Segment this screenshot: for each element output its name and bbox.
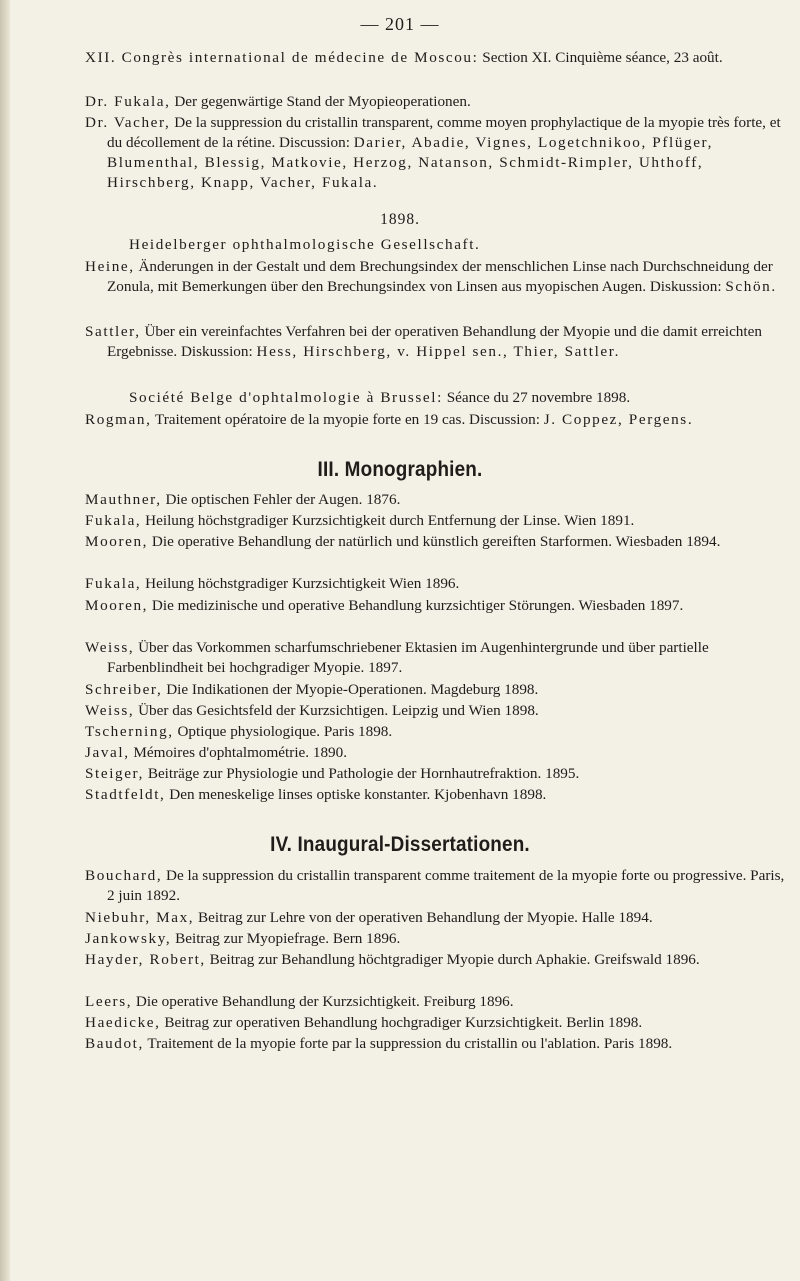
entry-author: Mooren, xyxy=(85,533,149,550)
mono-tscherning xyxy=(85,722,787,742)
mono-steiger xyxy=(85,764,787,784)
year-heading: 1898. xyxy=(380,211,420,228)
diss-bouchard xyxy=(85,866,787,906)
entry-text: Heilung höchstgradiger Kurzsichtigkeit durch Entfernung der Linse. Wien 1891. xyxy=(141,512,635,529)
entry-text: Traitement de la myopie forte par la suppression du cristallin ou l'ablation. Paris 1898. xyxy=(143,1035,673,1052)
entry-rogman xyxy=(85,410,787,430)
heidelberg-society: Heidelberger ophthalmologische Gesellschaft. xyxy=(129,236,481,253)
entry-text: Traitement opératoire de la myopie forte en 19 cas. Discussion: xyxy=(151,411,544,428)
congress-entry xyxy=(85,48,797,68)
entry-text: Beitrag zur Lehre von der operativen Behandlung der Myopie. Halle 1894. xyxy=(194,909,653,926)
entry-author: Haedicke, xyxy=(85,1014,161,1031)
entry-author: Tscherning, xyxy=(85,723,174,740)
entry-text: Über ein vereinfachtes Verfahren bei der operativen Behandlung der Myopie und die damit erreichten Ergebnisse. Diskussion: xyxy=(107,323,762,360)
entry-text: Änderungen in der Gestalt und dem Brechungsindex der menschlichen Linse nach Durchschneidung der Zonula, mit Bemerkungen über den Brechungsindex von Linsen aus myopischen Augen. Diskussion: xyxy=(107,258,773,295)
entry-text: Die operative Behandlung der Kurzsichtigkeit. Freiburg 1896. xyxy=(132,993,514,1010)
entry-text: Die operative Behandlung der natürlich und künstlich gereiften Starformen. Wiesbaden 1894. xyxy=(148,533,721,550)
congress-title: XII. Congrès international de médecine de Moscou: xyxy=(85,49,479,66)
entry-text: Beitrag zur operativen Behandlung hochgradiger Kurzsichtigkeit. Berlin 1898. xyxy=(160,1014,643,1031)
entry-author: Sattler, xyxy=(85,323,141,340)
entry-text: Mémoires d'ophtalmométrie. 1890. xyxy=(129,744,348,761)
entry-author: Rogman, xyxy=(85,411,152,428)
entry-author: Steiger, xyxy=(85,765,145,782)
entry-author: Weiss, xyxy=(85,639,135,656)
diss-baudot xyxy=(85,1034,787,1054)
entry-text: De la suppression du cristallin transparent, comme moyen prophylactique de la myopie très forte, et du décollement de la rétine. Discussion: xyxy=(107,114,781,151)
entry-fukala-1897 xyxy=(85,92,797,112)
diss-niebuhr xyxy=(85,908,787,928)
entry-author: Baudot, xyxy=(85,1035,144,1052)
mono-weiss-1898 xyxy=(85,701,787,721)
entry-author: Fukala, xyxy=(85,575,142,592)
entry-text: Beitrag zur Behandlung höchtgradiger Myopie durch Aphakie. Greifswald 1896. xyxy=(205,951,700,968)
entry-author: Dr. Fukala, xyxy=(85,93,171,110)
diss-hayder xyxy=(85,950,787,970)
entry-text: Beiträge zur Physiologie und Pathologie der Hornhautrefraktion. 1895. xyxy=(144,765,580,782)
entry-text: Die optischen Fehler der Augen. 1876. xyxy=(161,491,401,508)
entry-text: Die medizinische und operative Behandlung kurzsichtiger Störungen. Wiesbaden 1897. xyxy=(148,597,684,614)
entry-author: Dr. Vacher, xyxy=(85,114,171,131)
entry-author: Hayder, Robert, xyxy=(85,951,206,968)
mono-fukala-1891 xyxy=(85,511,787,531)
diss-leers xyxy=(85,992,787,1012)
entry-text: Den meneskelige linses optiske konstanter. Kjobenhavn 1898. xyxy=(165,786,547,803)
entry-text: Heilung höchstgradiger Kurzsichtigkeit Wien 1896. xyxy=(141,575,460,592)
entry-author: Niebuhr, Max, xyxy=(85,909,195,926)
entry-author: Stadtfeldt, xyxy=(85,786,166,803)
entry-author: Jankowsky, xyxy=(85,930,172,947)
entry-text: Über das Vorkommen scharfumschriebener Ektasien im Augenhintergrunde und über partielle Farbenblindheit bei hochgradiger Myopie. 1897. xyxy=(107,639,709,676)
entry-author: Schreiber, xyxy=(85,681,163,698)
belge-society xyxy=(85,388,765,408)
diss-haedicke xyxy=(85,1013,787,1033)
mono-schreiber xyxy=(85,680,787,700)
entry-author: Fukala, xyxy=(85,512,142,529)
discussion-names: J. Coppez, Pergens. xyxy=(543,411,694,428)
mono-javal xyxy=(85,743,787,763)
entry-text: Beitrag zur Myopiefrage. Bern 1896. xyxy=(171,930,401,947)
society-name: Société Belge d'ophtalmologie à Brussel: xyxy=(129,389,443,406)
congress-session: Section XI. Cinquième séance, 23 août. xyxy=(478,49,723,66)
entry-text: Über das Gesichtsfeld der Kurzsichtigen. Leipzig und Wien 1898. xyxy=(134,702,539,719)
entry-author: Bouchard, xyxy=(85,867,163,884)
entry-author: Weiss, xyxy=(85,702,135,719)
entry-text: De la suppression du cristallin transparent comme traitement de la myopie forte ou progressive. Paris, 2 juin 1892. xyxy=(107,867,785,904)
mono-weiss-1897 xyxy=(85,638,787,678)
mono-mooren-1894 xyxy=(85,532,787,552)
entry-sattler xyxy=(85,322,787,362)
section-heading-monographien: III. Monographien. xyxy=(317,458,483,481)
entry-text: Die Indikationen der Myopie-Operationen. Magdeburg 1898. xyxy=(162,681,539,698)
discussion-names: Schön. xyxy=(725,278,777,295)
entry-text: Optique physiologique. Paris 1898. xyxy=(173,723,393,740)
entry-author: Leers, xyxy=(85,993,133,1010)
mono-fukala-1896 xyxy=(85,574,787,594)
mono-stadtfeldt xyxy=(85,785,787,805)
mono-mauthner xyxy=(85,490,787,510)
entry-text: Der gegenwärtige Stand der Myopieoperationen. xyxy=(170,93,471,110)
entry-vacher xyxy=(85,113,797,193)
entry-author: Javal, xyxy=(85,744,130,761)
page-number: — 201 — xyxy=(360,14,440,34)
entry-author: Heine, xyxy=(85,258,135,275)
entry-author: Mauthner, xyxy=(85,491,162,508)
entry-author: Mooren, xyxy=(85,597,149,614)
discussion-names: Hess, Hirschberg, v. Hippel sen., Thier, Sattler. xyxy=(256,343,620,360)
diss-jankowsky xyxy=(85,929,787,949)
section-heading-dissertationen: IV. Inaugural-Dissertationen. xyxy=(270,833,530,856)
discussion-names: Darier, Abadie, Vignes, Logetchnikoo, Pflüger, Blumenthal, Blessig, Matkovie, Herzog, Natanson, Schmidt-Rimpler, Uhthoff, Hirschberg, Knapp, Vacher, Fukala. xyxy=(107,134,713,191)
society-session: Séance du 27 novembre 1898. xyxy=(442,389,631,406)
mono-mooren-1897 xyxy=(85,596,787,616)
entry-heine xyxy=(85,257,787,297)
